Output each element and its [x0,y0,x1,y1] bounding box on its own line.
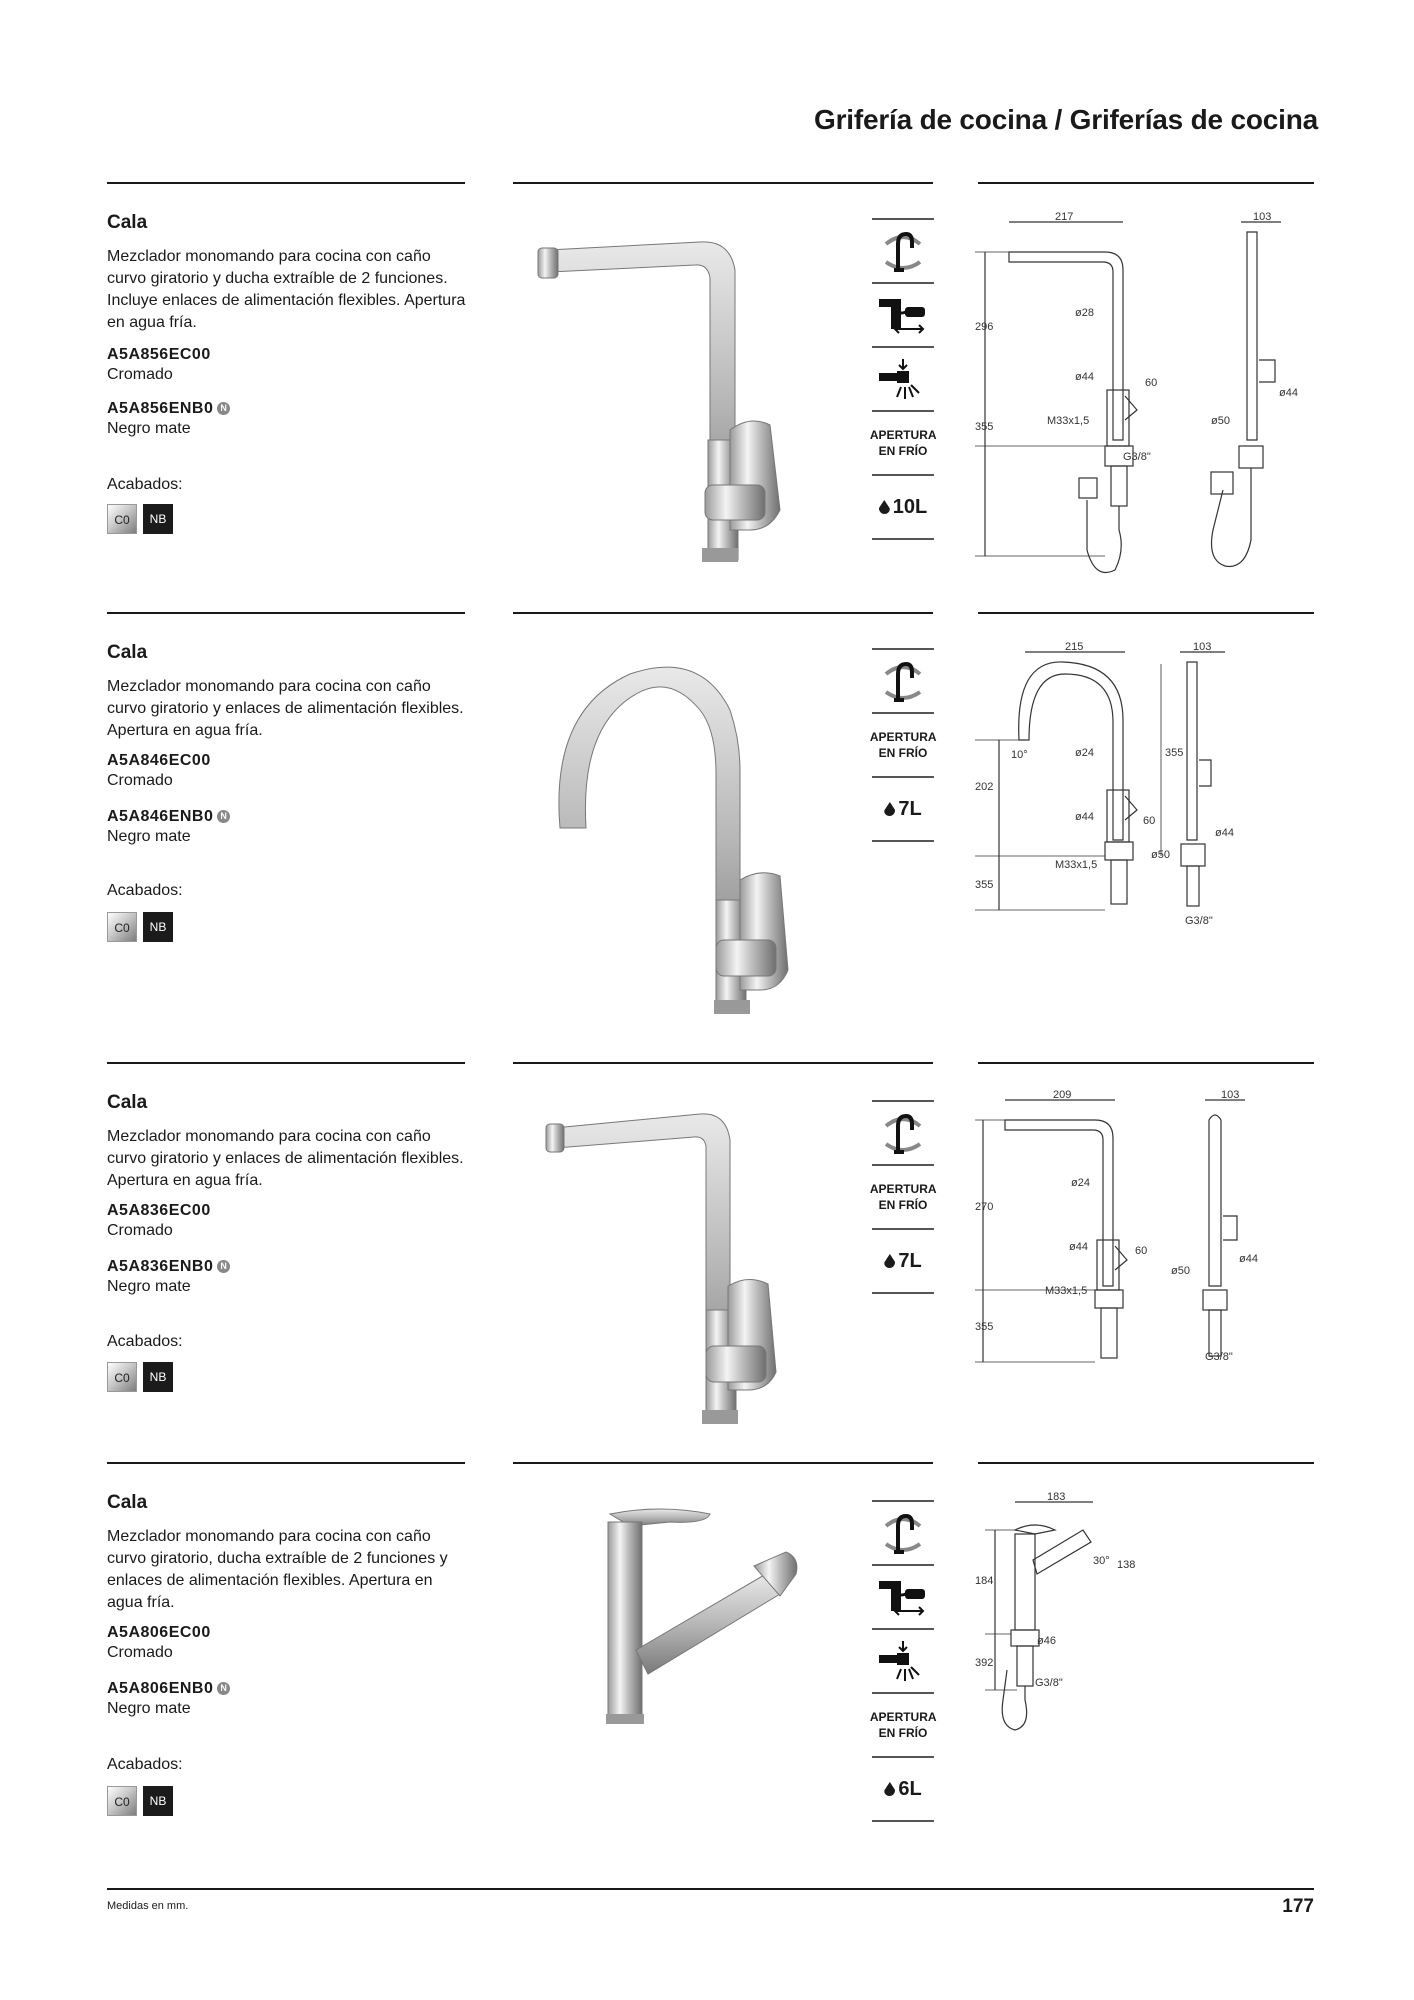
dim-label: G3/8" [1035,1677,1063,1689]
product-code [107,1258,230,1276]
divider [107,182,465,184]
finishes-label: Acabados: [107,1333,183,1350]
swatch-black: NB [143,912,173,942]
water-drop-icon [884,1254,895,1268]
divider [978,182,1314,184]
dim-label: 217 [1055,211,1074,223]
footer-divider [107,1888,1314,1890]
water-drop-icon [879,500,890,514]
dim-label: 60 [1145,377,1158,389]
product-finish: Negro mate [107,420,191,437]
dim-label: 183 [1047,1491,1066,1503]
cold-start-label: APERTURA EN FRÍO [872,712,934,776]
product-finish: Negro mate [107,828,191,845]
flow-value: 7L [898,797,922,820]
swatch-black: NB [143,1362,173,1392]
product-code: A5A856EC00 [107,346,211,363]
dim-label: ø44 [1215,827,1234,839]
page-number: 177 [1282,1896,1314,1917]
product-finish: Negro mate [107,1700,191,1717]
product-name: Cala [107,1092,148,1113]
product-description: Mezclador monomando para cocina con caño curvo giratorio y enlaces de alimentación flexibles. Apertura en agua fría. [107,678,464,739]
divider [513,612,933,614]
swatch-chrome: C0 [107,1786,137,1816]
dim-label: 355 [975,879,994,891]
divider [513,1462,933,1464]
product-finish: Negro mate [107,1278,191,1295]
dim-label: 60 [1143,815,1156,827]
swatch-black: NB [143,1786,173,1816]
product-code [107,808,230,826]
finishes-label: Acabados: [107,882,183,899]
flow-value: 7L [898,1249,922,1272]
dim-label: 355 [975,421,994,433]
cold-start-label: APERTURA EN FRÍO [872,1164,934,1228]
dim-label: ø44 [1069,1241,1088,1253]
dim-label: 202 [975,781,994,793]
divider [978,1462,1314,1464]
dim-label: 270 [975,1201,994,1213]
technical-drawing [975,1490,1175,1740]
spray-shower-icon [872,346,934,410]
dim-label: 138 [1117,1559,1136,1571]
technical-drawing [975,1090,1315,1390]
swatch-chrome: C0 [107,1362,137,1392]
page-title: Grifería de cocina / Griferías de cocina [814,104,1318,135]
dim-label: 296 [975,321,994,333]
swivel-spout-icon [872,1500,934,1564]
dim-label: 30° [1093,1555,1110,1567]
pull-out-hose-icon [872,1564,934,1628]
product-code: A5A846EC00 [107,752,211,769]
dim-label: 355 [1165,747,1184,759]
product-name: Cala [107,642,148,663]
product-code-text: A5A806ENB0 [107,1680,214,1697]
divider [107,1462,465,1464]
divider [513,1062,933,1064]
dim-label: G3/8" [1205,1351,1233,1363]
product-description: Mezclador monomando para cocina con caño curvo giratorio y ducha extraíble de 2 funciones. Incluye enlaces de alimentación flexibles. Apertura en agua fría. [107,248,466,331]
product-photo [540,1100,820,1430]
divider [513,182,933,184]
swivel-spout-icon [872,1100,934,1164]
new-badge-icon: N [217,1260,230,1273]
divider [978,1062,1314,1064]
dim-label: 355 [975,1321,994,1333]
dim-label: ø44 [1239,1253,1258,1265]
divider [107,612,465,614]
finishes-label: Acabados: [107,1756,183,1773]
pull-out-hose-icon [872,282,934,346]
spray-shower-icon [872,1628,934,1692]
dim-label: 215 [1065,641,1084,653]
dim-label: M33x1,5 [1055,859,1098,871]
product-name: Cala [107,212,148,233]
product-code: A5A836EC00 [107,1202,211,1219]
swatch-chrome: C0 [107,912,137,942]
product-code-text: A5A836ENB0 [107,1258,214,1275]
product-code-text: A5A856ENB0 [107,400,214,417]
dim-label: ø50 [1211,415,1230,427]
cold-start-label: APERTURA EN FRÍO [872,1692,934,1756]
new-badge-icon: N [217,810,230,823]
dim-label: 392 [975,1657,994,1669]
product-code [107,400,230,418]
new-badge-icon: N [217,1682,230,1695]
divider [107,1062,465,1064]
product-description: Mezclador monomando para cocina con caño curvo giratorio y enlaces de alimentación flexibles. Apertura en agua fría. [107,1128,464,1189]
dim-label: ø50 [1151,849,1170,861]
swatch-chrome: C0 [107,504,137,534]
flow-value: 10L [892,495,928,518]
product-photo [530,230,830,570]
dim-label: G3/8" [1185,915,1213,927]
swatch-black: NB [143,504,173,534]
dim-label: ø50 [1171,1265,1190,1277]
product-description: Mezclador monomando para cocina con caño curvo giratorio, ducha extraíble de 2 funciones y enlaces de alimentación flexibles. Apertura en agua fría. [107,1528,448,1611]
product-finish: Cromado [107,366,173,383]
water-drop-icon [884,802,895,816]
dim-label: ø44 [1279,387,1298,399]
divider [978,612,1314,614]
dim-label: 103 [1193,641,1212,653]
flow-rate-label [872,474,934,540]
technical-drawing [975,210,1315,580]
product-code: A5A806EC00 [107,1624,211,1641]
product-code-text: A5A846ENB0 [107,808,214,825]
finishes-label: Acabados: [107,476,183,493]
technical-drawing [975,640,1315,940]
flow-rate-label [872,1756,934,1822]
product-photo [540,650,820,1020]
dim-label: 184 [975,1575,994,1587]
product-code [107,1680,230,1698]
new-badge-icon: N [217,402,230,415]
dim-label: M33x1,5 [1045,1285,1088,1297]
product-photo [590,1500,820,1730]
dim-label: ø28 [1075,307,1094,319]
product-finish: Cromado [107,1644,173,1661]
flow-rate-label [872,776,934,842]
flow-value: 6L [898,1777,922,1800]
dim-label: ø24 [1075,747,1094,759]
cold-start-label: APERTURA EN FRÍO [872,410,934,474]
dim-label: ø44 [1075,811,1094,823]
swivel-spout-icon [872,218,934,282]
dim-label: 209 [1053,1090,1072,1101]
dim-label: ø24 [1071,1177,1090,1189]
dim-label: ø46 [1037,1635,1056,1647]
water-drop-icon [884,1782,895,1796]
footnote: Medidas en mm. [107,1900,189,1912]
product-finish: Cromado [107,1222,173,1239]
dim-label: M33x1,5 [1047,415,1090,427]
dim-label: 60 [1135,1245,1148,1257]
dim-label: ø44 [1075,371,1094,383]
dim-label: G3/8" [1123,451,1151,463]
dim-label: 103 [1253,211,1272,223]
dim-label: 103 [1221,1090,1240,1101]
product-name: Cala [107,1492,148,1513]
flow-rate-label [872,1228,934,1294]
product-finish: Cromado [107,772,173,789]
dim-label: 10° [1011,749,1028,761]
swivel-spout-icon [872,648,934,712]
